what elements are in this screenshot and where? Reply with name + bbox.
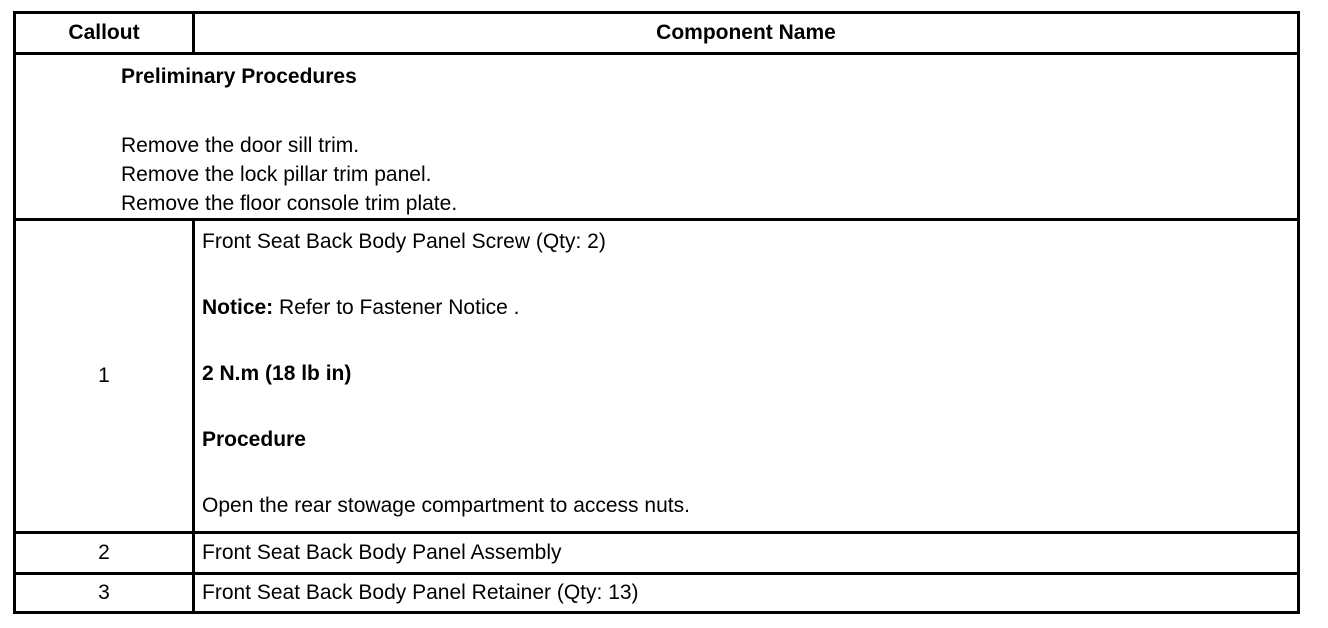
- notice: [202, 296, 690, 320]
- table-row: [16, 575, 1297, 611]
- callout-number: 1: [16, 221, 195, 531]
- preliminary-steps: [121, 131, 1297, 218]
- table-header-row: [16, 14, 1297, 55]
- callout-number: 3: [16, 575, 195, 611]
- preliminary-step: Remove the floor console trim plate.: [121, 192, 458, 215]
- table-row: [16, 534, 1297, 575]
- component-name-cell: [195, 221, 1297, 531]
- preliminary-procedures-cell: [121, 65, 1297, 218]
- preliminary-step: Remove the lock pillar trim panel.: [121, 163, 432, 186]
- table-row: [16, 221, 1297, 534]
- component-name: Front Seat Back Body Panel Assembly: [202, 541, 562, 564]
- procedure-label: Procedure: [202, 428, 306, 451]
- header-callout: Callout: [16, 14, 195, 52]
- preliminary-step: Remove the door sill trim.: [121, 134, 360, 157]
- notice-label: Notice:: [202, 296, 274, 319]
- callout-number: 2: [16, 534, 195, 572]
- procedure-text: Open the rear stowage compartment to access nuts.: [202, 494, 690, 517]
- header-component-name: Component Name: [656, 21, 836, 44]
- preliminary-procedures-title: Preliminary Procedures: [121, 65, 357, 88]
- component-name: Front Seat Back Body Panel Screw (Qty: 2): [202, 230, 606, 253]
- notice-text: Refer to Fastener Notice .: [273, 296, 520, 319]
- torque-spec: 2 N.m (18 lb in): [202, 362, 352, 385]
- component-table: [13, 11, 1300, 614]
- component-name: Front Seat Back Body Panel Retainer (Qty: 13): [202, 581, 639, 604]
- preliminary-procedures-row: [16, 55, 1297, 221]
